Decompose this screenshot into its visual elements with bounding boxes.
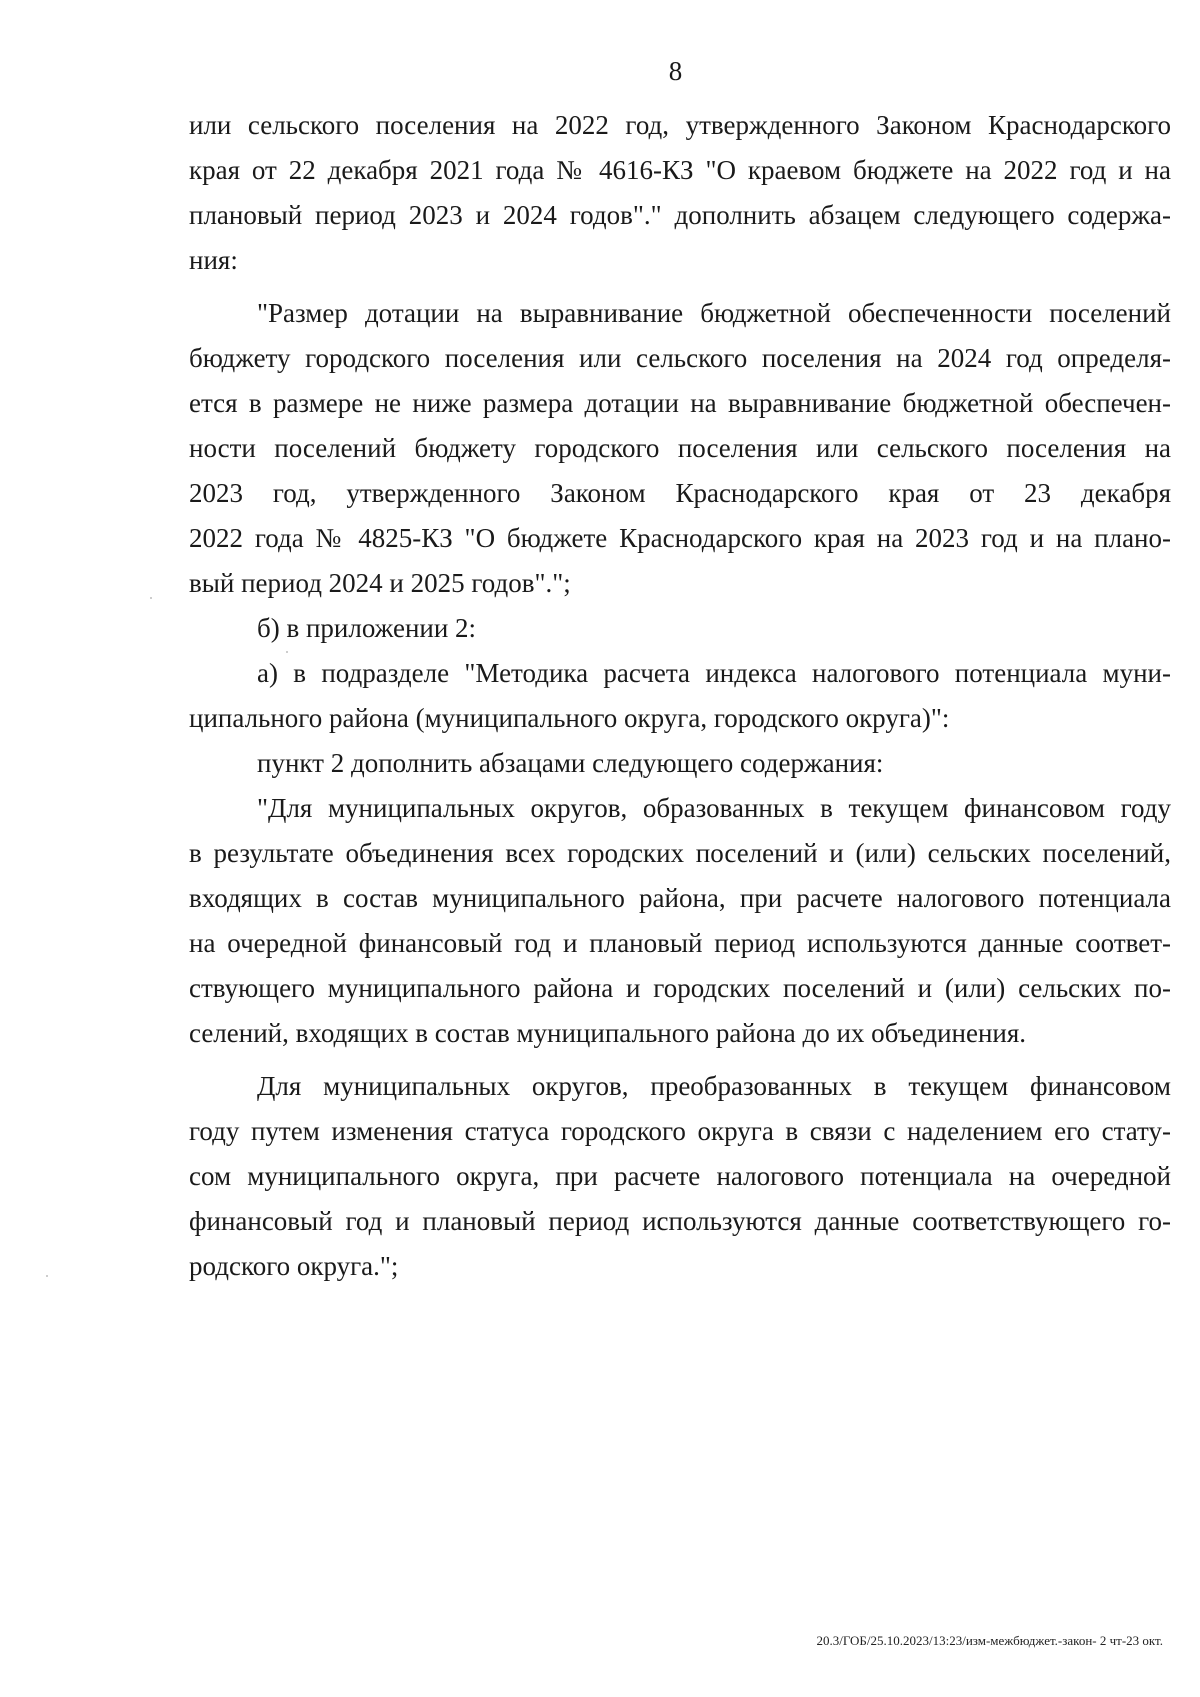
paragraph-subsidy-size — [189, 291, 1171, 606]
text-line: ется в размере не ниже размера дотации на выравнивание бюджетной обеспечен- — [189, 388, 1171, 418]
text-line: на очередной финансовый год и плановый период используются данные соответ- — [189, 928, 1171, 958]
scan-speck — [46, 1275, 48, 1277]
text-line: а) в подразделе "Методика расчета индекса налогового потенциала муни- — [257, 658, 1171, 688]
text-line: родского округа."; — [189, 1251, 399, 1281]
text-line: плановый период 2023 и 2024 годов"." дополнить абзацем следующего содержа- — [189, 200, 1171, 230]
text-line: ности поселений бюджету городского поселения или сельского поселения на — [189, 433, 1171, 463]
text-line: пункт 2 дополнить абзацами следующего содержания: — [257, 748, 884, 778]
paragraph-merged-districts — [189, 786, 1171, 1056]
paragraph-continuation — [189, 103, 1171, 283]
text-line: Для муниципальных округов, преобразованных в текущем финансовом — [257, 1071, 1171, 1101]
document-footer-code: 20.3/ГОБ/25.10.2023/13:23/изм-межбюджет.-закон- 2 чт-23 окт. — [816, 1633, 1163, 1648]
scan-speck — [150, 597, 152, 599]
paragraph-item-a — [189, 651, 1171, 741]
scan-speck — [286, 651, 288, 653]
text-line: ствующего муниципального района и городских поселений и (или) сельских по- — [189, 973, 1171, 1003]
text-line: селений, входящих в состав муниципального района до их объединения. — [189, 1018, 1027, 1048]
text-line: 2022 года № 4825-КЗ "О бюджете Краснодарского края на 2023 год и на плано- — [189, 523, 1171, 553]
paragraph-item-b — [189, 606, 1171, 651]
text-line: входящих в состав муниципального района, при расчете налогового потенциала — [189, 883, 1171, 913]
document-body — [189, 103, 1171, 1289]
text-line: "Для муниципальных округов, образованных в текущем финансовом году — [257, 793, 1171, 823]
text-line: бюджету городского поселения или сельского поселения на 2024 год определя- — [189, 343, 1171, 373]
paragraph-point-2 — [189, 741, 1171, 786]
text-line: б) в приложении 2: — [257, 613, 477, 643]
text-line: ния: — [189, 245, 238, 275]
text-line: вый период 2024 и 2025 годов"."; — [189, 568, 571, 598]
text-line: сом муниципального округа, при расчете налогового потенциала на очередной — [189, 1161, 1171, 1191]
text-line: финансовый год и плановый период используются данные соответствующего го- — [189, 1206, 1171, 1236]
text-line: края от 22 декабря 2021 года № 4616-КЗ "О краевом бюджете на 2022 год и на — [189, 155, 1171, 185]
text-line: "Размер дотации на выравнивание бюджетной обеспеченности поселений — [257, 298, 1171, 328]
text-line: 2023 год, утвержденного Законом Краснодарского края от 23 декабря — [189, 478, 1171, 508]
text-line: в результате объединения всех городских поселений и (или) сельских поселений, — [189, 838, 1171, 868]
page-number: 8 — [668, 56, 683, 86]
text-line: ципального района (муниципального округа, городского округа)": — [189, 703, 950, 733]
text-line: или сельского поселения на 2022 год, утвержденного Законом Краснодарского — [189, 110, 1171, 140]
paragraph-transformed-districts — [189, 1064, 1171, 1289]
text-line: году путем изменения статуса городского округа в связи с наделением его стату- — [189, 1116, 1171, 1146]
